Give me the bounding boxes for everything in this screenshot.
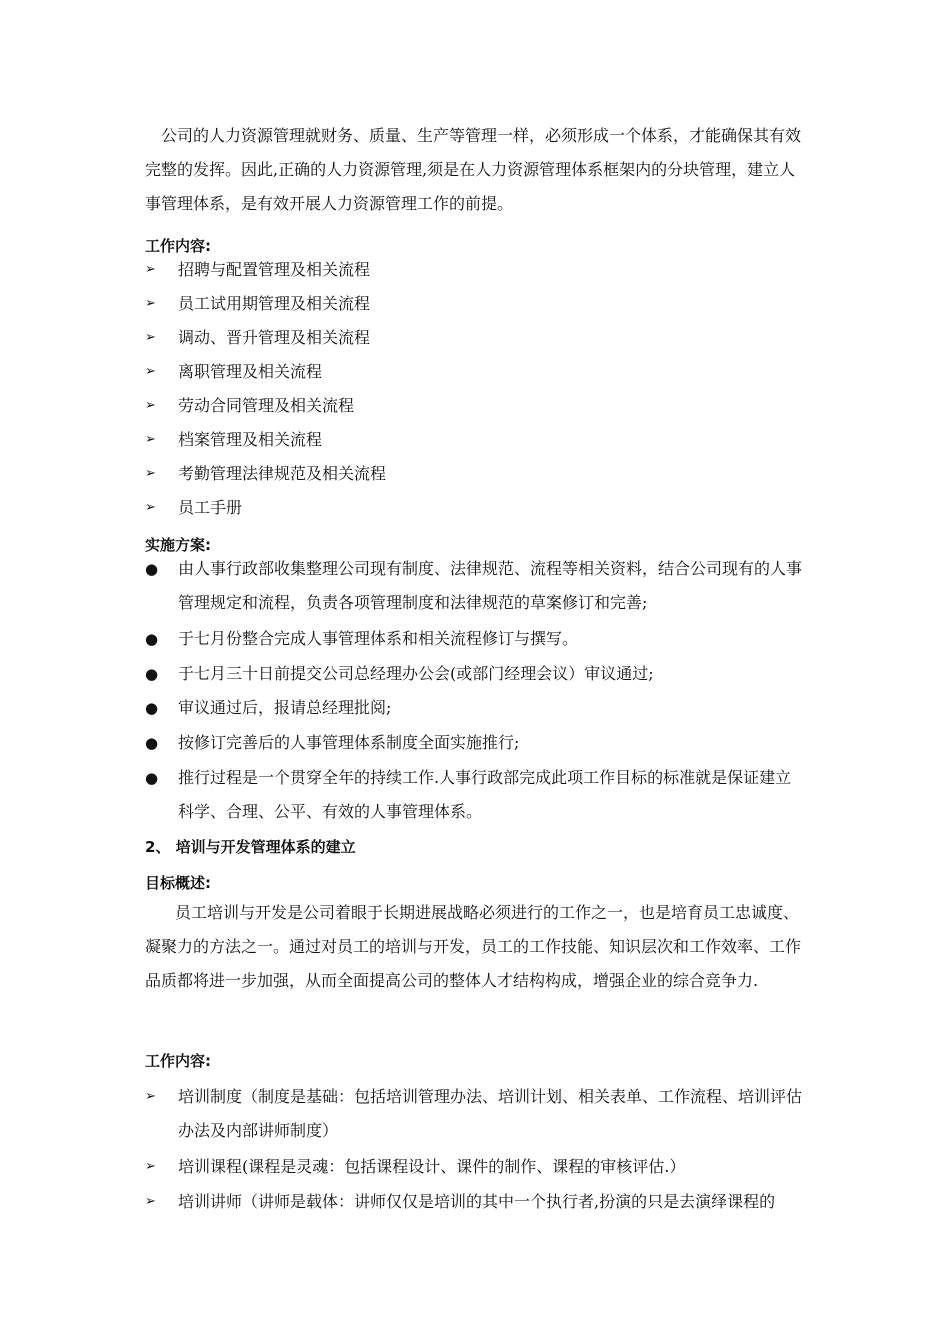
list-item: ➢ 培训讲师（讲师是载体：讲师仅仅是培训的其中一个执行者,扮演的只是去演绎课程的	[145, 1185, 807, 1219]
goal-overview-heading: 目标概述:	[145, 874, 211, 892]
list-item: ➢ 培训课程(课程是灵魂：包括课程设计、课件的制作、课程的审核评估.）	[145, 1150, 807, 1184]
intro-paragraph: 公司的人力资源管理就财务、质量、生产等管理一样，必须形成一个体系，才能确保其有效完整的发挥。因此,正确的人力资源管理,须是在人力资源管理体系框架内的分块管理，建立人事管理体系，是有效开展人力资源管理工作的前提。	[145, 126, 802, 213]
section-2-title: 2、 培训与开发管理体系的建立	[145, 838, 356, 856]
arrow-bullet-icon: ➢	[145, 432, 156, 447]
list-item: ➢ 员工试用期管理及相关流程	[145, 287, 807, 321]
round-bullet-icon: ●	[145, 665, 159, 683]
list-item: ● 按修订完善后的人事管理体系制度全面实施推行;	[145, 726, 807, 760]
arrow-bullet-icon: ➢	[145, 500, 156, 515]
list-item: ➢ 考勤管理法律规范及相关流程	[145, 457, 807, 491]
list-item: ➢ 档案管理及相关流程	[145, 423, 807, 457]
list-item: ➢ 调动、晋升管理及相关流程	[145, 321, 807, 355]
list-item: ➢ 离职管理及相关流程	[145, 355, 807, 389]
list-item: ● 于七月份整合完成人事管理体系和相关流程修订与撰写。	[145, 622, 807, 656]
arrow-bullet-icon: ➢	[145, 262, 156, 277]
list-item: ● 推行过程是一个贯穿全年的持续工作.人事行政部完成此项工作目标的标准就是保证建立科学、合理、公平、有效的人事管理体系。	[145, 761, 807, 829]
implementation-heading: 实施方案:	[145, 536, 211, 554]
list-item: ➢ 培训制度（制度是基础：包括培训管理办法、培训计划、相关表单、工作流程、培训评估办法及内部讲师制度）	[145, 1080, 807, 1148]
round-bullet-icon: ●	[145, 734, 159, 752]
arrow-bullet-icon: ➢	[145, 1194, 156, 1209]
arrow-bullet-icon: ➢	[145, 296, 156, 311]
list-item: ● 审议通过后，报请总经理批阅;	[145, 691, 807, 725]
list-item: ● 由人事行政部收集整理公司现有制度、法律规范、流程等相关资料，结合公司现有的人事管理规定和流程，负责各项管理制度和法律规范的草案修订和完善;	[145, 552, 807, 620]
list-item: ➢ 员工手册	[145, 491, 807, 525]
arrow-bullet-icon: ➢	[145, 398, 156, 413]
list-item: ➢ 招聘与配置管理及相关流程	[145, 253, 807, 287]
list-item: ● 于七月三十日前提交公司总经理办公会(或部门经理会议）审议通过;	[145, 657, 807, 691]
arrow-bullet-icon: ➢	[145, 466, 156, 481]
list-item: ➢ 劳动合同管理及相关流程	[145, 389, 807, 423]
arrow-bullet-icon: ➢	[145, 330, 156, 345]
round-bullet-icon: ●	[145, 560, 159, 578]
arrow-bullet-icon: ➢	[145, 364, 156, 379]
arrow-bullet-icon: ➢	[145, 1159, 156, 1174]
round-bullet-icon: ●	[145, 769, 159, 787]
round-bullet-icon: ●	[145, 699, 159, 717]
goal-paragraph: 员工培训与开发是公司着眼于长期进展战略必须进行的工作之一，也是培育员工忠诚度、凝聚力的方法之一。通过对员工的培训与开发，员工的工作技能、知识层次和工作效率、工作品质都将进一步加强，从而全面提高公司的整体人才结构构成，增强企业的综合竞争力.	[145, 903, 802, 990]
arrow-bullet-icon: ➢	[145, 1089, 156, 1104]
work-content-heading-2: 工作内容:	[145, 1052, 211, 1070]
round-bullet-icon: ●	[145, 630, 159, 648]
work-content-heading: 工作内容:	[145, 237, 211, 255]
